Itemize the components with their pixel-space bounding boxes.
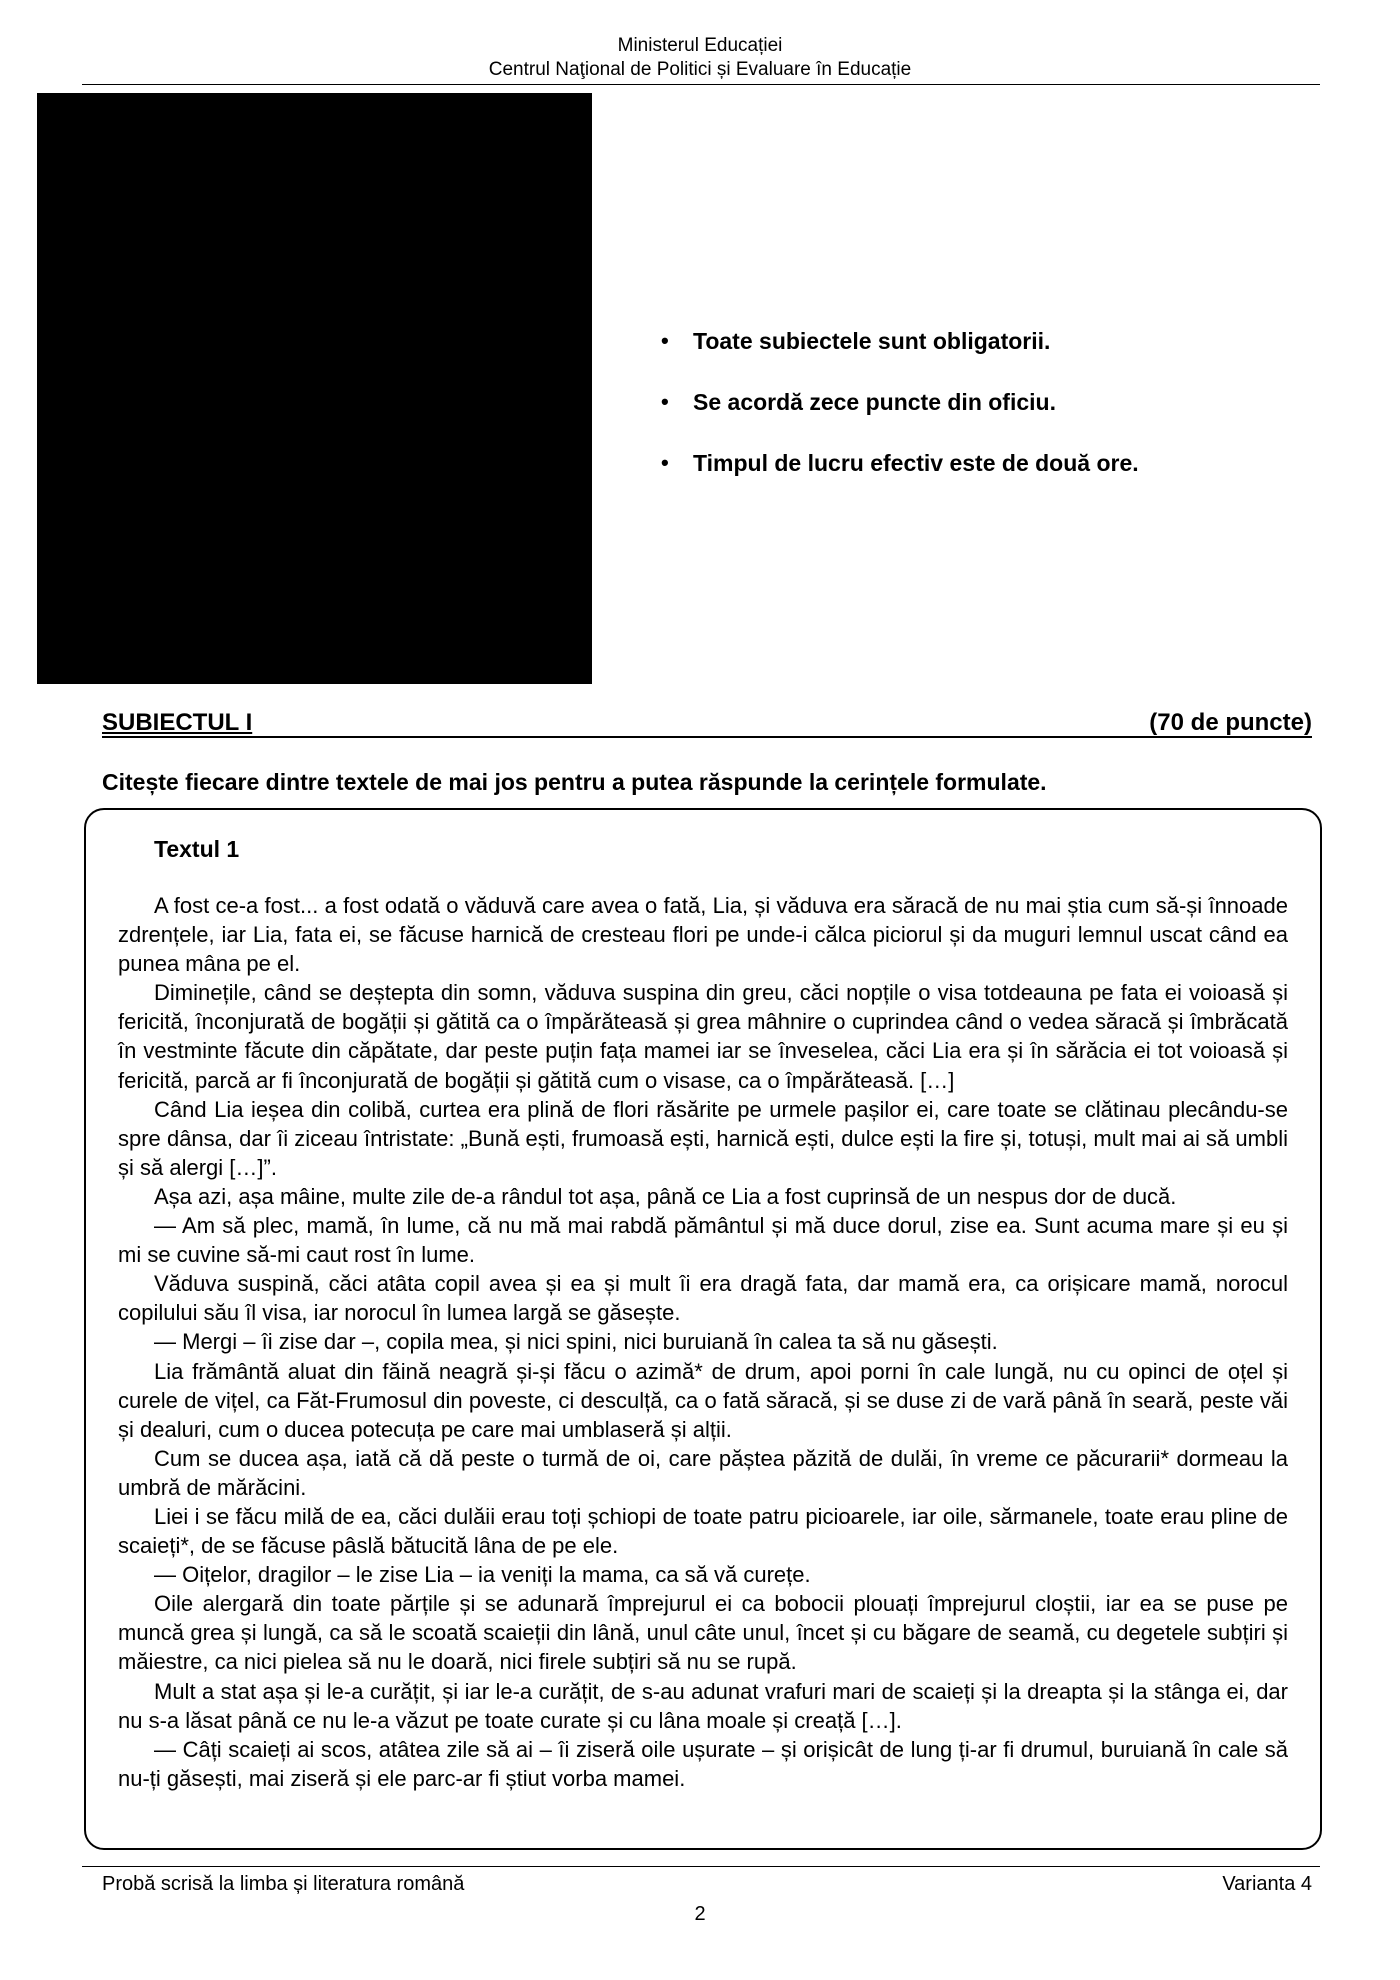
footer-divider <box>82 1866 1320 1867</box>
page-header <box>0 34 1400 82</box>
text-1-box <box>84 808 1322 1850</box>
rule-text: Se acordă zece puncte din oficiu. <box>693 389 1056 415</box>
paragraph: Așa azi, așa mâine, multe zile de-a rândul tot așa, până ce Lia a fost cuprinsă de un nespus dor de ducă. <box>154 1183 1177 1209</box>
bullet-icon: • <box>661 389 669 414</box>
paragraph: Diminețile, când se deștepta din somn, văduva suspina din greu, căci nopțile o visa totdeauna pe fata ei voioasă și fericită, înconjurată de bogății și gătită ca o împărăteasă și grea mâhnire o cuprindea când o vedea săracă și îmbrăcată în vestminte făcute din căpătate, dar peste puțin fața mamei iar se înveselea, căci Lia era și în sărăcia ei tot voioasă și fericită, parcă ar fi înconjurată de bogății și gătită cum o visase, ca o împărăteasă. […] <box>118 980 1288 1093</box>
ministry-name: Ministerul Educației <box>617 35 783 56</box>
subject-heading <box>102 709 1312 737</box>
paragraph: — Câți scaieți ai scos, atâtea zile să ai – îi ziseră oile ușurate – și orișicât de lung ți-ar fi drumul, buruiană în cale să nu-ți găsești, mai ziseră și ele parc-ar fi știut vorba mamei. <box>118 1736 1288 1791</box>
paragraph: A fost ce-a fost... a fost odată o văduvă care avea o fată, Lia, și văduva era săracă de nu mai știa cum să-și înnoade zdrențele, iar Lia, fata ei, se făcuse harnică de cresteau flori pe unde-i călca piciorul și da muguri lemnul uscat când ea punea mâna pe el. <box>118 893 1288 977</box>
paragraph: Oile alergară din toate părțile și se adunară împrejurul ei ca bobocii plouați împrejurul cloștii, iar ea se puse pe muncă grea și lungă, ca să le scoată scaieții din lână, unul câte unul, încet și cu băgare de seamă, cu degetele subțiri și măiestre, ca nici pielea să nu le doară, nici firele subțiri să nu se rupă. <box>118 1591 1288 1675</box>
paragraph: Când Lia ieșea din colibă, curtea era plină de flori răsărite pe urmele pașilor ei, care toate se clătinau plecându-se spre dânsa, dar îi ziceau întristate: „Bună ești, frumoasă ești, harnică ești, dulce ești la fire și, totuși, mult mai ai să umbli și să alergi […]”. <box>118 1096 1288 1180</box>
center-name: Centrul Naţional de Politici și Evaluare în Educație <box>488 59 912 80</box>
page-number: 2 <box>694 1903 706 1925</box>
paragraph: Cum se ducea așa, iată că dă peste o turmă de oi, care păștea păzită de dulăi, în vreme ce păcurarii* dormeau la umbră de mărăcini. <box>118 1445 1288 1500</box>
bullet-icon: • <box>661 450 669 475</box>
rule-text: Toate subiectele sunt obligatorii. <box>693 328 1051 354</box>
rule-item <box>655 326 1139 387</box>
rule-item <box>655 387 1139 448</box>
rule-text: Timpul de lucru efectiv este de două ore. <box>693 450 1139 476</box>
paragraph: — Oițelor, dragilor – le zise Lia – ia veniți la mama, ca să vă curețe. <box>154 1562 811 1588</box>
paragraph: Liei i se făcu milă de ea, căci dulăii erau toți șchiopi de toate patru picioarele, iar oile, sărmanele, toate erau pline de scaieți*, de se făcuse pâslă bătucită lâna de pe ele. <box>118 1503 1288 1559</box>
exam-name: Probă scrisă la limba și literatura română <box>102 1873 465 1895</box>
paragraph: Lia frământă aluat din făină neagră și-și făcu o azimă* de drum, apoi porni în cale lungă, nu cu opinci de oțel și curele de vițel, ca Făt-Frumosul din poveste, ci desculță, ca o fată săracă, și se duse zi de vară până în seară, peste văi și dealuri, cum o ducea potecuța pe care mai umblaseră și alții. <box>118 1358 1288 1442</box>
subject-underline <box>102 736 1312 738</box>
paragraph: — Mergi – îi zise dar –, copila mea, și nici spini, nici buruiană în calea ta să nu găsești. <box>154 1329 998 1355</box>
subject-title: SUBIECTUL I <box>102 709 253 736</box>
text-1-title: Textul 1 <box>154 836 240 862</box>
redacted-block <box>37 93 592 684</box>
paragraph: Mult a stat așa și le-a curățit, și iar le-a curățit, de s-au adunat vrafuri mari de scaieți și la dreapta și la stânga ei, dar nu s-a lăsat până ce nu le-a văzut pe toate curate și cu lâna moale și creață […]. <box>118 1678 1288 1733</box>
text-1-body <box>118 891 1288 1793</box>
paragraph: Văduva suspină, căci atâta copil avea și ea și mult îi era dragă fata, dar mamă era, ca orișicare mamă, norocul copilului său îl visa, iar norocul în lumea largă se găsește. <box>118 1271 1288 1326</box>
subject-instruction: Citește fiecare dintre textele de mai jos pentru a putea răspunde la cerințele formulate. <box>102 769 1047 795</box>
paragraph: — Am să plec, mamă, în lume, că nu mă mai rabdă pământul și mă duce dorul, zise ea. Sunt acuma mare și eu și mi se cuvine să-mi caut rost în lume. <box>118 1213 1288 1268</box>
rule-item <box>655 448 1139 509</box>
bullet-icon: • <box>661 328 669 353</box>
subject-points: (70 de puncte) <box>1149 709 1312 736</box>
header-divider <box>82 84 1320 85</box>
exam-variant: Varianta 4 <box>1222 1873 1312 1895</box>
exam-rules-list <box>655 326 1139 509</box>
